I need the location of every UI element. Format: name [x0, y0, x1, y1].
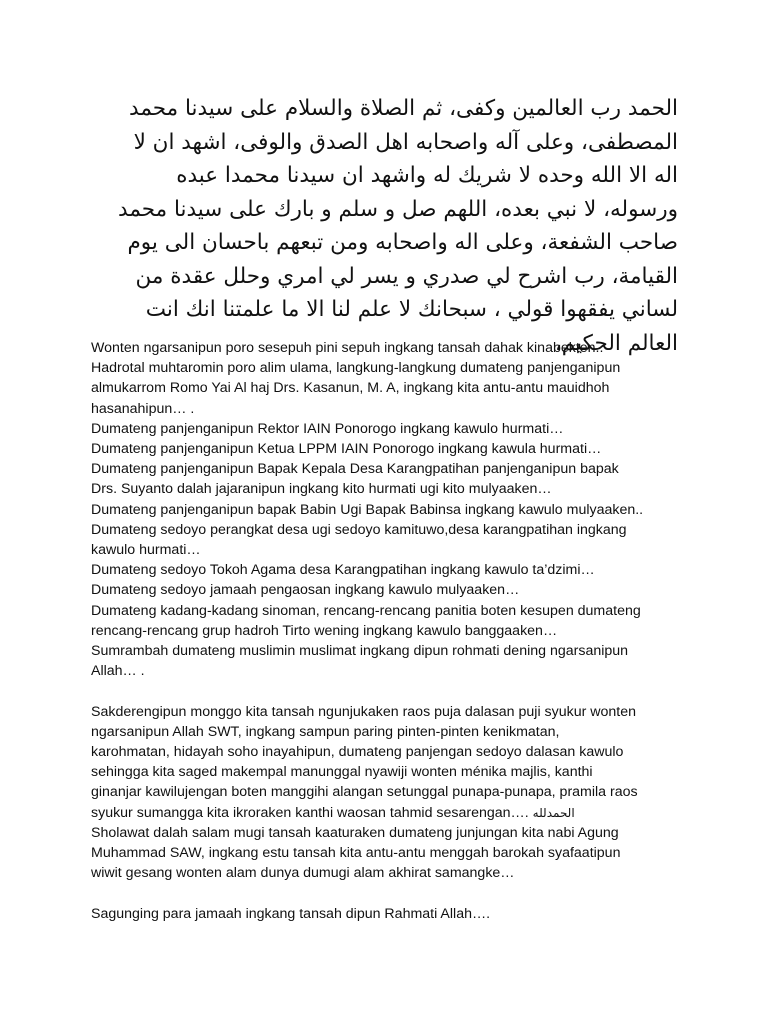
- salutation-line: Drs. Suyanto dalah jajaranipun ingkang kito hurmati ugi kito mulyaaken…: [91, 481, 552, 498]
- arabic-opening-prayer: [90, 92, 678, 360]
- salutation-line: almukarrom Romo Yai Al haj Drs. Kasanun, M. A, ingkang kita antu-antu mauidhoh: [91, 380, 610, 397]
- arabic-line: اله الا الله وحده لا شريك له واشهد ان سيدنا محمدا عبده: [176, 163, 678, 188]
- paragraph-line: wiwit gesang wonten alam dunya dumugi alam akhirat samangke…: [91, 865, 515, 882]
- arabic-line: العالم الحكيم،: [554, 330, 678, 356]
- arabic-line: صاحب الشفعة، وعلى اله واصحابه ومن تبعهم باحسان الى يوم: [127, 230, 678, 255]
- paragraph-line: ngarsanipun Allah SWT, ingkang sampun paring pinten-pinten kenikmatan,: [91, 723, 560, 740]
- paragraph-line: karohmatan, hidayah soho inayahipun, dumateng panjengan sedoyo dalasan kawulo: [91, 744, 624, 761]
- salutation-line: Dumateng panjenganipun bapak Babin Ugi Bapak Babinsa ingkang kawulo mulyaaken..: [91, 501, 644, 518]
- salutation-line: Dumateng panjenganipun Rektor IAIN Ponorogo ingkang kawulo hurmati…: [91, 420, 564, 437]
- paragraph-line: sehingga kita saged makempal manunggal nyawiji wonten ménika majlis, kanthi: [91, 764, 593, 781]
- hamdalah-text: الحمدلله: [532, 805, 575, 820]
- salutation-line: hasanahipun… .: [91, 400, 195, 417]
- javanese-body-text: [91, 338, 691, 924]
- salutation-line: kawulo hurmati…: [91, 542, 201, 559]
- paragraph-spacer: [91, 681, 691, 701]
- paragraph-line: Sholawat dalah salam mugi tansah kaaturaken dumateng junjungan kita nabi Agung: [91, 824, 619, 841]
- salutation-line: Dumateng kadang-kadang sinoman, rencang-rencang panitia boten kesupen dumateng: [91, 602, 641, 619]
- salutation-line: Dumateng panjenganipun Bapak Kepala Desa Karangpatihan panjenganipun bapak: [91, 461, 619, 478]
- paragraph-line-with-hamdalah: [91, 803, 691, 823]
- arabic-line: الحمد رب العالمين وكفى، ثم الصلاة والسلام على سيدنا محمد: [129, 96, 678, 121]
- salutation-line: Dumateng panjenganipun Ketua LPPM IAIN Ponorogo ingkang kawula hurmati…: [91, 441, 602, 458]
- salutation-line: Wonten ngarsanipun poro sesepuh pini sepuh ingkang tansah dahak kinabekten..: [91, 340, 604, 356]
- paragraph-line-text: syukur sumangga kita ikroraken kanthi waosan tahmid sesarengan….: [91, 804, 529, 821]
- arabic-line: المصطفى، وعلى آله واصحابه اهل الصدق والوفى، اشهد ان لا: [133, 129, 678, 155]
- closing-line: Sagunging para jamaah ingkang tansah dipun Rahmati Allah….: [91, 905, 491, 922]
- salutation-line: rencang-rencang grup hadroh Tirto wening ingkang kawulo banggaaken…: [91, 622, 558, 639]
- arabic-line: القيامة، رب اشرح لي صدري و يسر لي امري وحلل عقدة من: [135, 263, 678, 289]
- salutation-line: Hadrotal muhtaromin poro alim ulama, langkung-langkung dumateng panjenganipun: [91, 360, 621, 377]
- paragraph-line: Muhammad SAW, ingkang estu tansah kita antu-antu menggah barokah syafaatipun: [91, 845, 621, 862]
- salutation-line: Sumrambah dumateng muslimin muslimat ingkang dipun rohmati dening ngarsanipun: [91, 643, 629, 660]
- arabic-line: ورسوله، لا نبي بعده، اللهم صل و سلم و بارك على سيدنا محمد: [118, 196, 678, 222]
- paragraph-line: Sakderengipun monggo kita tansah ngunjukaken raos puja dalasan puji syukur wonten: [91, 703, 637, 720]
- paragraph-spacer: [91, 883, 691, 903]
- salutation-line: Allah… .: [91, 663, 145, 680]
- salutation-line: Dumateng sedoyo perangkat desa ugi sedoyo kamituwo,desa karangpatihan ingkang: [91, 521, 627, 538]
- arabic-line: لساني يفقهوا قولي ، سبحانك لا علم لنا الا ما علمتنا انك انت: [145, 297, 678, 322]
- salutation-line: Dumateng sedoyo jamaah pengaosan ingkang kawulo mulyaaken…: [91, 582, 520, 599]
- paragraph-line: ginanjar kawilujengan boten manggihi alangan setunggal punapa-punapa, pramila raos: [91, 784, 638, 801]
- salutation-line: Dumateng sedoyo Tokoh Agama desa Karangpatihan ingkang kawulo ta’dzimi…: [91, 562, 595, 579]
